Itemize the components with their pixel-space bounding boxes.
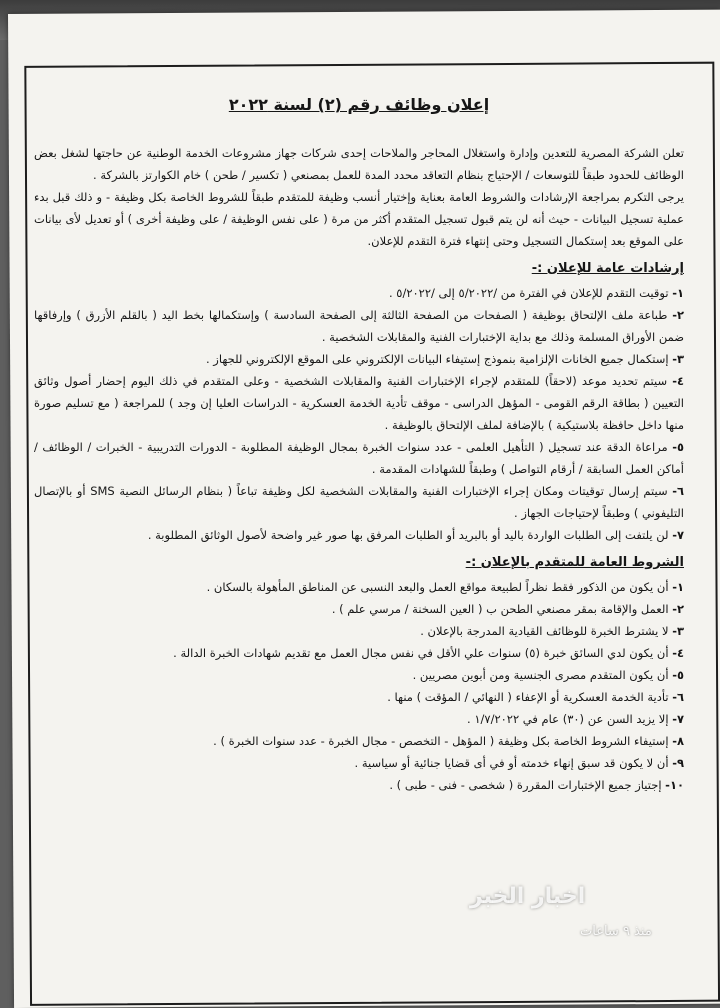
list-item: ٨- إستيفاء الشروط الخاصة بكل وظيفة ( المؤهل - التخصص - مجال الخبرة - عدد سنوات الخبرة ) . [213,734,684,748]
list-item: ٥- مراعاة الدقة عند تسجيل ( التأهيل العلمى - عدد سنوات الخبرة بمجال الوظيفة المطلوبة - الدورات التدريبية - الخبرات / الوظائف / أماكن العمل السابقة / أرقام التواصل ) وطبقاً للشهادات المقدمة . [34,440,684,476]
list-item: ٤- أن يكون لدي السائق خبرة (٥) سنوات علي الأقل في نفس مجال العمل مع تقديم شهادات الخبرة الدالة . [173,646,684,660]
list-item: ١٠- إجتياز جميع الإختبارات المقررة ( شخصى - فنى - طبى ) . [389,778,684,792]
post-timestamp: منذ ٩ ساعات [580,924,652,939]
list-item: ٣- لا يشترط الخبرة للوظائف القيادية المدرجة بالإعلان . [420,624,684,638]
list-item: ٩- أن لا يكون قد سبق إنهاء خدمته أو في أى قضايا جنائية أو سياسية . [354,756,684,770]
list-item: ٦- تأدية الخدمة العسكرية أو الإعفاء ( النهائي / المؤقت ) منها . [387,690,684,704]
list-item: ٣- إستكمال جميع الخانات الإلزامية بنموذج إستيفاء البيانات الإلكتروني على الموقع الإلكتروني للجهاز . [205,352,684,366]
list-item: ٧- إلا يزيد السن عن (٣٠) عام في ١/٧/٢٠٢٢ . [467,712,684,726]
intro-paragraph-1: تعلن الشركة المصرية للتعدين وإدارة واستغلال المحاجر والملاحات إحدى شركات جهاز مشروعات الخدمة الوطنية عن حاجتها لشغل بعض الوظائف للحدود طبقاً للتوسعات / الإحتياج بنظام التعاقد محدد المدة للعمل بمصنعي ( تكسير / طحن ) خام الكوارتز بالشركة . [34,146,684,182]
list-item: ٢- طباعة ملف الإلتحاق بوظيفة ( الصفحات من الصفحة الثالثة إلى الصفحة السادسة ) وإستكمالها بخط اليد ( بالقلم الأزرق ) وإرفاقها ضمن الأوراق المسلمة وذلك مع بداية الإختبارات الفنية والمقابلات الشخصية . [34,308,685,344]
list-item: ٥- أن يكون المتقدم مصرى الجنسية ومن أبوين مصريين . [412,668,684,682]
list-item: ٤- سيتم تحديد موعد (لاحقاً) للمتقدم لإجراء الإختبارات الفنية والمقابلات الشخصية - وعلى المتقدم في ذلك اليوم إحضار أصول وثائق التعيين ( بطاقة الرقم القومى - المؤهل الدراسى - موقف تأدية الخدمة العسكرية - الدراسات العليا إن وجد ) للمراجعة ( مع تسليم صورة منها داخل حافظة بلاستيكية ) بالإضافة لملف الإلتحاق بالوظيفة . [34,374,684,432]
conditions-list [34,576,684,796]
intro-section [34,142,684,252]
guidelines-list [34,282,684,546]
document-content [34,94,684,796]
intro-paragraph-2: يرجى التكرم بمراجعة الإرشادات والشروط العامة بعناية وإختيار أنسب وظيفة للمتقدم طبقاً للشروط الخاصة بكل وظيفة - و ذلك قبل بدء عملية تسجيل البيانات - حيث أنه لن يتم قبول تسجيل المتقدم أكثر من مرة ( على نفس الوظيفة / على وظيفة أخرى ) أو تعديل لأى بيانات على الموقع بعد إستكمال التسجيل وحتى إنتهاء فترة التقدم للإعلان. [34,190,684,248]
guidelines-heading: إرشادات عامة للإعلان :- [531,261,684,276]
list-item: ٢- العمل والإقامة بمقر مصنعي الطحن ب ( العين السخنة / مرسي علم ) . [331,602,684,616]
watermark: اخبار الخبر [470,884,586,909]
conditions-heading: الشروط العامة للمتقدم بالإعلان :- [465,555,684,570]
list-item: ٦- سيتم إرسال توقيتات ومكان إجراء الإختبارات الفنية والمقابلات الشخصية لكل وظيفة تباعاً ( بنظام الرسائل النصية SMS أو بالإتصال التليفوني ) وطبقاً لإحتياجات الجهاز . [34,484,685,520]
list-item: ١- أن يكون من الذكور فقط نظراً لطبيعة مواقع العمل والبعد النسبى عن المناطق المأهولة بالسكان . [206,580,684,594]
document-title: إعلان وظائف رقم (٢) لسنة ٢٠٢٢ [228,95,490,114]
list-item: ٧- لن يلتفت إلى الطلبات الواردة باليد أو بالبريد أو الطلبات المرفق بها صور غير واضحة لأصول الوثائق المطلوبة . [147,528,684,542]
list-item: ١- توقيت التقدم للإعلان في الفترة من /٥/٢٠٢٢ إلى /٥/٢٠٢٢ . [388,286,684,300]
